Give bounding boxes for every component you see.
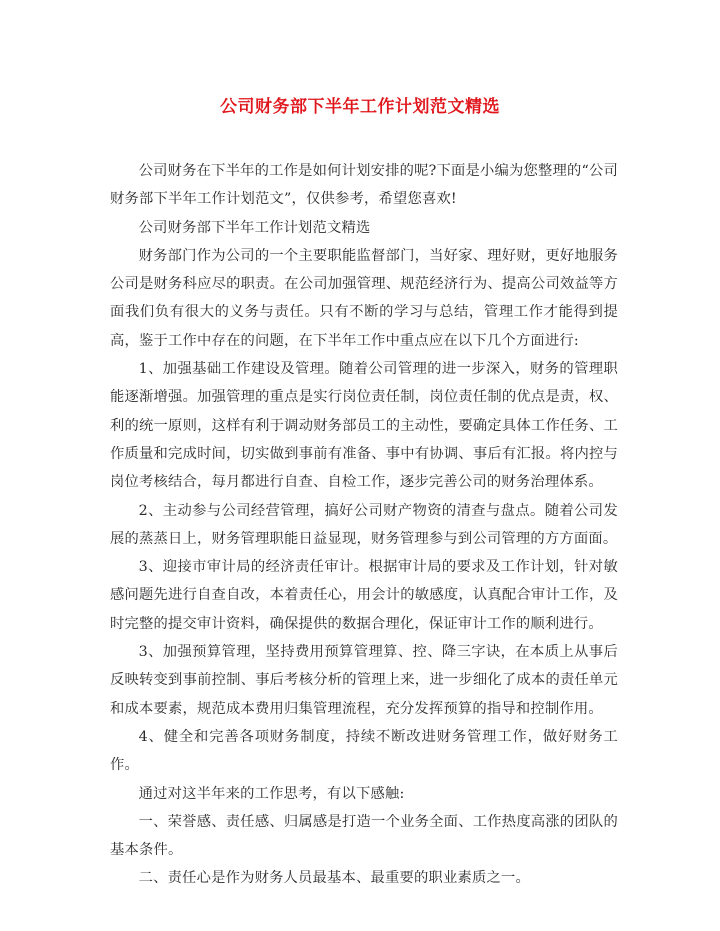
paragraph-item-1: 1、加强基础工作建设及管理。随着公司管理的进一步深入，财务的管理职能逐渐增强。加强管理的重点是实行岗位责任制，岗位责任制的优点是责，权、利的统一原则，这样有利于调动财务部员工的主动性，要确定具体工作任务、工作质量和完成时间，切实做到事前有准备、事中有协调、事后有汇报。将内控与岗位考核结合，每月都进行自查、自检工作，逐步完善公司的财务治理体系。 <box>110 361 618 491</box>
paragraph-point-1: 一、荣誉感、责任感、归属感是打造一个业务全面、工作热度高涨的团队的基本条件。 <box>110 813 618 859</box>
document-body <box>110 157 618 893</box>
document-title: 公司财务部下半年工作计划范文精选 <box>220 97 500 117</box>
paragraph-subtitle: 公司财务部下半年工作计划范文精选 <box>138 219 371 236</box>
paragraph-item-3-audit: 3、迎接市审计局的经济责任审计。根据审计局的要求及工作计划，针对敏感问题先进行自查自改，本着责任心，用会计的敏感度，认真配合审计工作，及时完整的提交审计资料，确保提供的数据合理化，保证审计工作的顺利进行。 <box>110 559 618 632</box>
paragraph-intro: 公司财务在下半年的工作是如何计划安排的呢?下面是小编为您整理的“公司财务部下半年工作计划范文”，仅供参考，希望您喜欢! <box>110 163 618 208</box>
paragraph-overview: 财务部门作为公司的一个主要职能监督部门，当好家、理好财，更好地服务公司是财务科应尽的职责。在公司加强管理、规范经济行为、提高公司效益等方面我们负有很大的义务与责任。只有不断的学习与总结，管理工作才能得到提高，鉴于工作中存在的问题，在下半年工作中重点应在以下几个方面进行: <box>110 247 618 349</box>
paragraph-item-2: 2、主动参与公司经营管理，搞好公司财产物资的清查与盘点。随着公司发展的蒸蒸日上，财务管理职能日益显现，财务管理参与到公司管理的方方面面。 <box>110 502 618 547</box>
paragraph-point-2: 二、责任心是作为财务人员最基本、最重要的职业素质之一。 <box>138 870 531 887</box>
paragraph-item-3-budget: 3、加强预算管理，坚持费用预算管理算、控、降三字诀，在本质上从事后反映转变到事前控制、事后考核分析的管理上来，进一步细化了成本的责任单元和成本要素，规范成本费用归集管理流程，充分发挥预算的指导和控制作用。 <box>110 644 618 717</box>
paragraph-item-4: 4、健全和完善各项财务制度，持续不断改进财务管理工作，做好财务工作。 <box>110 728 618 774</box>
paragraph-reflection: 通过对这半年来的工作思考，有以下感触: <box>138 785 405 802</box>
